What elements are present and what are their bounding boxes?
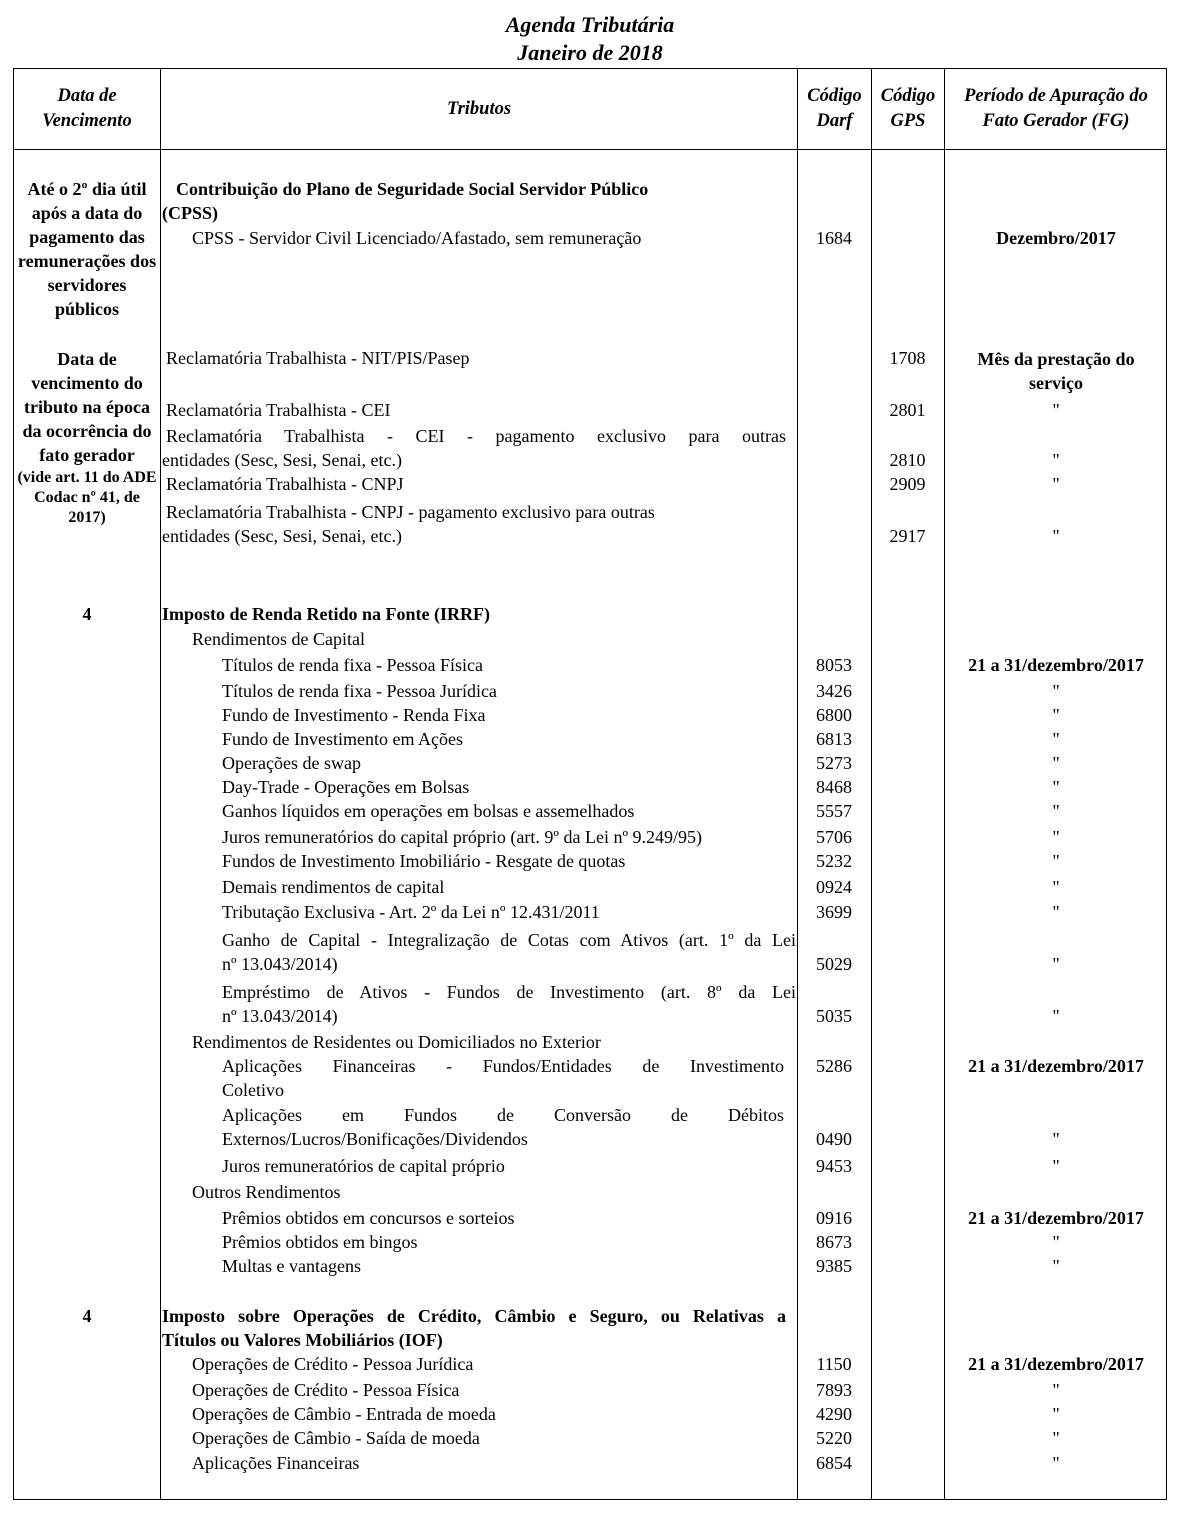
iof-darf: 7893 [816, 1380, 852, 1400]
ditto-mark: " [1052, 1232, 1060, 1252]
ditto-mark: " [1052, 1129, 1060, 1149]
irrf-item: Títulos de renda fixa - Pessoa Jurídica [222, 681, 497, 701]
irrf-period: 21 a 31/dezembro/2017 [968, 1208, 1144, 1228]
ditto-mark: " [1052, 777, 1060, 797]
column-divider [871, 68, 872, 1500]
reclamatoria-row-cont: entidades (Sesc, Sesi, Senai, etc.) [162, 450, 402, 470]
irrf-darf: 8053 [816, 655, 852, 675]
iof-item: Operações de Crédito - Pessoa Física [192, 1380, 460, 1400]
ditto-mark: " [1052, 1006, 1060, 1026]
irrf-darf: 9385 [816, 1256, 852, 1276]
ditto-mark: " [1052, 474, 1060, 494]
ditto-mark: " [1052, 954, 1060, 974]
irrf-darf: 5706 [816, 827, 852, 847]
header-codigo-darf: Código Darf [807, 86, 862, 131]
cpss-heading-cont: (CPSS) [162, 203, 219, 223]
irrf-item: Ganhos líquidos em operações em bolsas e assemelhados [222, 801, 635, 821]
reclamatoria-gps: 1708 [889, 348, 926, 368]
column-divider [160, 68, 161, 1500]
reclamatoria-gps: 2909 [889, 474, 926, 494]
irrf-darf: 5557 [816, 801, 852, 821]
reclamatoria-row: Reclamatória Trabalhista - CNPJ - pagamento exclusivo para outras [166, 502, 655, 522]
irrf-outros-heading: Outros Rendimentos [192, 1182, 341, 1202]
reclamatoria-row: Reclamatória Trabalhista - NIT/PIS/Pasep [166, 348, 470, 368]
irrf-item: Ganho de Capital - Integralização de Cotas com Ativos (art. 1º da Lei [222, 930, 796, 950]
reclamatoria-gps: 2917 [889, 526, 926, 546]
date-cpss: Até o 2º dia útil após a data do pagamento das remunerações dos servidores públicos [17, 179, 157, 319]
irrf-darf: 8468 [816, 777, 852, 797]
ditto-mark: " [1052, 1428, 1060, 1448]
irrf-darf: 0490 [816, 1129, 852, 1149]
irrf-item: Aplicações Financeiras - Fundos/Entidades de Investimento [222, 1056, 784, 1076]
irrf-item: Tributação Exclusiva - Art. 2º da Lei nº 12.431/2011 [222, 902, 600, 922]
cpss-darf: 1684 [816, 228, 852, 248]
cpss-heading: Contribuição do Plano de Seguridade Social Servidor Público [176, 179, 649, 199]
reclamatoria-row: Reclamatória Trabalhista - CEI [166, 400, 391, 420]
reclamatoria-period: Mês da prestação do serviço [977, 349, 1135, 393]
ditto-mark: " [1052, 753, 1060, 773]
irrf-item-cont: nº 13.043/2014) [222, 1006, 338, 1026]
irrf-item: Juros remuneratórios do capital próprio (art. 9º da Lei nº 9.249/95) [222, 827, 703, 847]
irrf-capital-heading: Rendimentos de Capital [192, 629, 365, 649]
ditto-mark: " [1052, 877, 1060, 897]
date-irrf: 4 [82, 604, 92, 624]
reclamatoria-gps: 2801 [889, 400, 926, 420]
irrf-item: Aplicações em Fundos de Conversão de Débitos [222, 1105, 784, 1125]
header-periodo-apuracao: Período de Apuração do Fato Gerador (FG) [964, 86, 1148, 131]
irrf-darf: 8673 [816, 1232, 852, 1252]
irrf-darf: 6813 [816, 729, 852, 749]
irrf-heading: Imposto de Renda Retido na Fonte (IRRF) [162, 604, 490, 624]
ditto-mark: " [1052, 827, 1060, 847]
header-codigo-gps: Código GPS [880, 86, 936, 131]
ditto-mark: " [1052, 681, 1060, 701]
iof-darf: 4290 [816, 1404, 852, 1424]
document-title: Agenda Tributária [505, 12, 675, 37]
cpss-period: Dezembro/2017 [996, 228, 1116, 248]
document-subtitle: Janeiro de 2018 [517, 40, 663, 65]
ditto-mark: " [1052, 801, 1060, 821]
reclamatoria-row: Reclamatória Trabalhista - CEI - pagamento exclusivo para outras [166, 426, 786, 446]
irrf-period: 21 a 31/dezembro/2017 [968, 655, 1144, 675]
date-iof: 4 [82, 1306, 92, 1326]
iof-item: Operações de Crédito - Pessoa Jurídica [192, 1354, 474, 1374]
irrf-item: Empréstimo de Ativos - Fundos de Investimento (art. 8º da Lei [222, 982, 796, 1002]
reclamatoria-gps: 2810 [889, 450, 926, 470]
reclamatoria-row-cont: entidades (Sesc, Sesi, Senai, etc.) [162, 526, 402, 546]
iof-heading: Imposto sobre Operações de Crédito, Câmbio e Seguro, ou Relativas a [162, 1306, 786, 1326]
irrf-item: Fundos de Investimento Imobiliário - Resgate de quotas [222, 851, 626, 871]
irrf-item-cont: Coletivo [222, 1080, 284, 1100]
ditto-mark: " [1052, 400, 1060, 420]
ditto-mark: " [1052, 1156, 1060, 1176]
irrf-item-cont: Externos/Lucros/Bonificações/Dividendos [222, 1129, 528, 1149]
irrf-darf: 0924 [816, 877, 852, 897]
iof-item: Operações de Câmbio - Saída de moeda [192, 1428, 480, 1448]
irrf-darf: 9453 [816, 1156, 852, 1176]
header-data-vencimento: Data de Vencimento [42, 86, 132, 131]
irrf-darf: 5029 [816, 954, 852, 974]
iof-item: Operações de Câmbio - Entrada de moeda [192, 1404, 496, 1424]
ditto-mark: " [1052, 1453, 1060, 1473]
irrf-item: Prêmios obtidos em bingos [222, 1232, 418, 1252]
irrf-item: Fundo de Investimento em Ações [222, 729, 463, 749]
iof-darf: 5220 [816, 1428, 852, 1448]
iof-period: 21 a 31/dezembro/2017 [968, 1354, 1144, 1374]
irrf-darf: 0916 [816, 1208, 852, 1228]
irrf-exterior-heading: Rendimentos de Residentes ou Domiciliados no Exterior [192, 1032, 601, 1052]
ditto-mark: " [1052, 902, 1060, 922]
ditto-mark: " [1052, 1256, 1060, 1276]
header-divider [13, 149, 1167, 150]
cpss-item: CPSS - Servidor Civil Licenciado/Afastado, sem remuneração [192, 228, 642, 248]
iof-darf: 6854 [816, 1453, 852, 1473]
ditto-mark: " [1052, 526, 1060, 546]
ditto-mark: " [1052, 729, 1060, 749]
ditto-mark: " [1052, 705, 1060, 725]
irrf-item: Multas e vantagens [222, 1256, 361, 1276]
ditto-mark: " [1052, 851, 1060, 871]
date-reclamatoria-note: (vide art. 11 do ADE Codac nº 41, de 2017) [17, 469, 157, 526]
irrf-item: Day-Trade - Operações em Bolsas [222, 777, 470, 797]
date-reclamatoria: Data de vencimento do tributo na época da ocorrência do fato gerador [22, 349, 152, 465]
irrf-item: Juros remuneratórios de capital próprio [222, 1156, 505, 1176]
iof-item: Aplicações Financeiras [192, 1453, 360, 1473]
irrf-darf: 3699 [816, 902, 852, 922]
iof-heading-cont: Títulos ou Valores Mobiliários (IOF) [162, 1330, 443, 1350]
ditto-mark: " [1052, 1380, 1060, 1400]
irrf-darf: 5273 [816, 753, 852, 773]
irrf-item: Títulos de renda fixa - Pessoa Física [222, 655, 483, 675]
irrf-darf: 5286 [816, 1056, 852, 1076]
irrf-item: Operações de swap [222, 753, 361, 773]
irrf-item-cont: nº 13.043/2014) [222, 954, 338, 974]
ditto-mark: " [1052, 450, 1060, 470]
header-tributos: Tributos [446, 98, 512, 119]
irrf-darf: 3426 [816, 681, 852, 701]
reclamatoria-row: Reclamatória Trabalhista - CNPJ [166, 474, 404, 494]
irrf-item: Demais rendimentos de capital [222, 877, 445, 897]
ditto-mark: " [1052, 1404, 1060, 1424]
irrf-darf: 5232 [816, 851, 852, 871]
irrf-item: Prêmios obtidos em concursos e sorteios [222, 1208, 515, 1228]
irrf-period: 21 a 31/dezembro/2017 [968, 1056, 1144, 1076]
iof-darf: 1150 [816, 1354, 852, 1374]
irrf-darf: 5035 [816, 1006, 852, 1026]
irrf-darf: 6800 [816, 705, 852, 725]
irrf-item: Fundo de Investimento - Renda Fixa [222, 705, 486, 725]
